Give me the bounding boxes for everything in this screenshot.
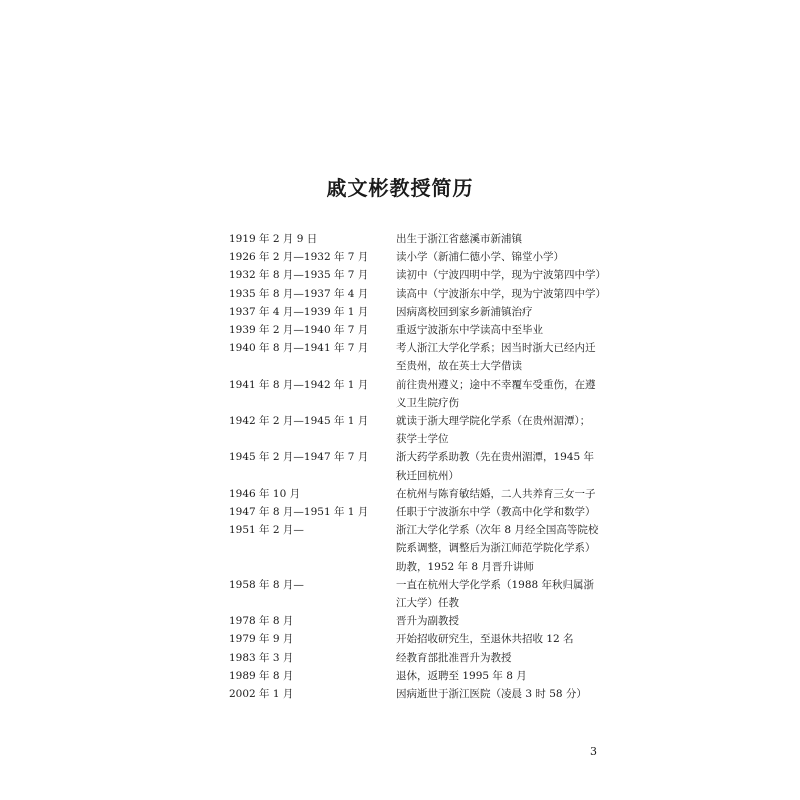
entry-description-line: 考人浙江大学化学系；因当时浙大已经内迁 (396, 342, 596, 355)
entry-description-line: 任职于宁波浙东中学（教高中化学和数学） (396, 506, 596, 519)
resume-entry (229, 649, 629, 667)
entry-date: 1937 年 4 月—1939 年 1 月 (229, 305, 369, 318)
entry-description (396, 448, 629, 484)
entry-description (396, 285, 629, 303)
entry-date: 1919 年 2 月 9 日 (229, 233, 318, 245)
entry-date: 1946 年 10 月 (229, 487, 301, 500)
entry-description-line: 退休，返聘至 1995 年 8 月 (396, 669, 527, 682)
entry-date: 1932 年 8 月—1935 年 7 月 (229, 269, 369, 282)
entry-description-line: 秋迁回杭州） (396, 469, 459, 482)
entry-description (396, 376, 629, 412)
resume-entry (229, 376, 629, 412)
entry-description-line: 在杭州与陈育敏结婚，二人共养育三女一子 (396, 487, 596, 500)
resume-entry (229, 667, 629, 685)
entry-date: 1942 年 2 月—1945 年 1 月 (229, 415, 369, 428)
entry-description-line: 浙大药学系助教（先在贵州湄潭，1945 年 (396, 451, 595, 464)
entry-description-line: 经教育部批准晋升为教授 (396, 651, 512, 664)
resume-entry (229, 485, 629, 503)
entry-description (396, 576, 629, 612)
resume-entry (229, 303, 629, 321)
entry-description-line: 至贵州，故在英士大学借读 (396, 360, 522, 373)
entry-description (396, 303, 629, 321)
entry-description (396, 485, 629, 503)
entry-description-line: 因病离校回到家乡新浦镇治疗 (396, 305, 533, 318)
entry-date: 1947 年 8 月—1951 年 1 月 (229, 506, 369, 519)
resume-entry (229, 521, 629, 576)
resume-entry (229, 612, 629, 630)
entry-description (396, 649, 629, 667)
entry-description-line: 出生于浙江省慈溪市新浦镇 (396, 233, 522, 245)
resume-entry (229, 321, 629, 339)
entry-description-line: 一直在杭州大学化学系（1988 年秋归属浙 (396, 578, 595, 591)
page-number: 3 (590, 745, 597, 758)
entry-date: 1926 年 2 月—1932 年 7 月 (229, 251, 369, 264)
entry-date: 1935 年 8 月—1937 年 4 月 (229, 287, 369, 300)
resume-entry (229, 266, 629, 284)
entry-description-line: 助教，1952 年 8 月晋升讲师 (396, 560, 534, 573)
resume-entry (229, 230, 629, 248)
entry-description-line: 读高中（宁波浙东中学，现为宁波第四中学） (396, 287, 606, 300)
entry-description (396, 321, 629, 339)
entry-description (396, 266, 629, 284)
resume-entry (229, 448, 629, 484)
resume-entry (229, 576, 629, 612)
entry-description (396, 667, 629, 685)
resume-entry (229, 630, 629, 648)
entry-description (396, 685, 629, 703)
entry-description (396, 412, 629, 448)
entry-description-line: 义卫生院疗伤 (396, 396, 459, 409)
resume-entry (229, 248, 629, 266)
entry-date: 1983 年 3 月 (229, 651, 294, 664)
entry-description (396, 612, 629, 630)
entry-date: 2002 年 1 月 (229, 688, 294, 701)
resume-entry (229, 503, 629, 521)
entry-description-line: 读初中（宁波四明中学，现为宁波第四中学） (396, 269, 606, 282)
entry-description-line: 读小学（新浦仁德小学、锦堂小学） (396, 251, 564, 264)
entry-description-line: 开始招收研究生，至退休共招收 12 名 (396, 633, 574, 646)
resume-entry (229, 412, 629, 448)
entry-description (396, 503, 629, 521)
resume-entries (229, 230, 629, 703)
entry-description (396, 521, 629, 576)
page-title: 戚文彬教授简历 (326, 176, 474, 200)
entry-description (396, 248, 629, 266)
entry-date: 1989 年 8 月 (229, 669, 294, 682)
entry-date: 1978 年 8 月 (229, 615, 294, 628)
entry-date: 1945 年 2 月—1947 年 7 月 (229, 451, 369, 464)
entry-description (396, 339, 629, 375)
entry-date: 1940 年 8 月—1941 年 7 月 (229, 342, 369, 355)
resume-entry (229, 685, 629, 703)
entry-description-line: 浙江大学化学系（次年 8 月经全国高等院校 (396, 524, 599, 537)
entry-date: 1939 年 2 月—1940 年 7 月 (229, 324, 369, 337)
entry-description (396, 630, 629, 648)
resume-entry (229, 285, 629, 303)
entry-description-line: 获学士学位 (396, 433, 449, 446)
entry-date: 1941 年 8 月—1942 年 1 月 (229, 378, 369, 391)
entry-description-line: 前往贵州遵义；途中不幸覆车受重伤，在遵 (396, 378, 596, 391)
entry-description-line: 江大学）任教 (396, 597, 459, 610)
entry-description (396, 230, 629, 248)
entry-date: 1951 年 2 月— (229, 524, 304, 537)
entry-date: 1958 年 8 月— (229, 578, 304, 591)
resume-entry (229, 339, 629, 375)
entry-date: 1979 年 9 月 (229, 633, 294, 646)
entry-description-line: 因病逝世于浙江医院（凌晨 3 时 58 分） (396, 688, 587, 701)
entry-description-line: 就读于浙大理学院化学系（在贵州湄潭）； (396, 415, 591, 428)
entry-description-line: 院系调整，调整后为浙江师范学院化学系） (396, 542, 596, 555)
entry-description-line: 晋升为副教授 (396, 615, 459, 628)
entry-description-line: 重返宁波浙东中学读高中至毕业 (396, 324, 543, 337)
